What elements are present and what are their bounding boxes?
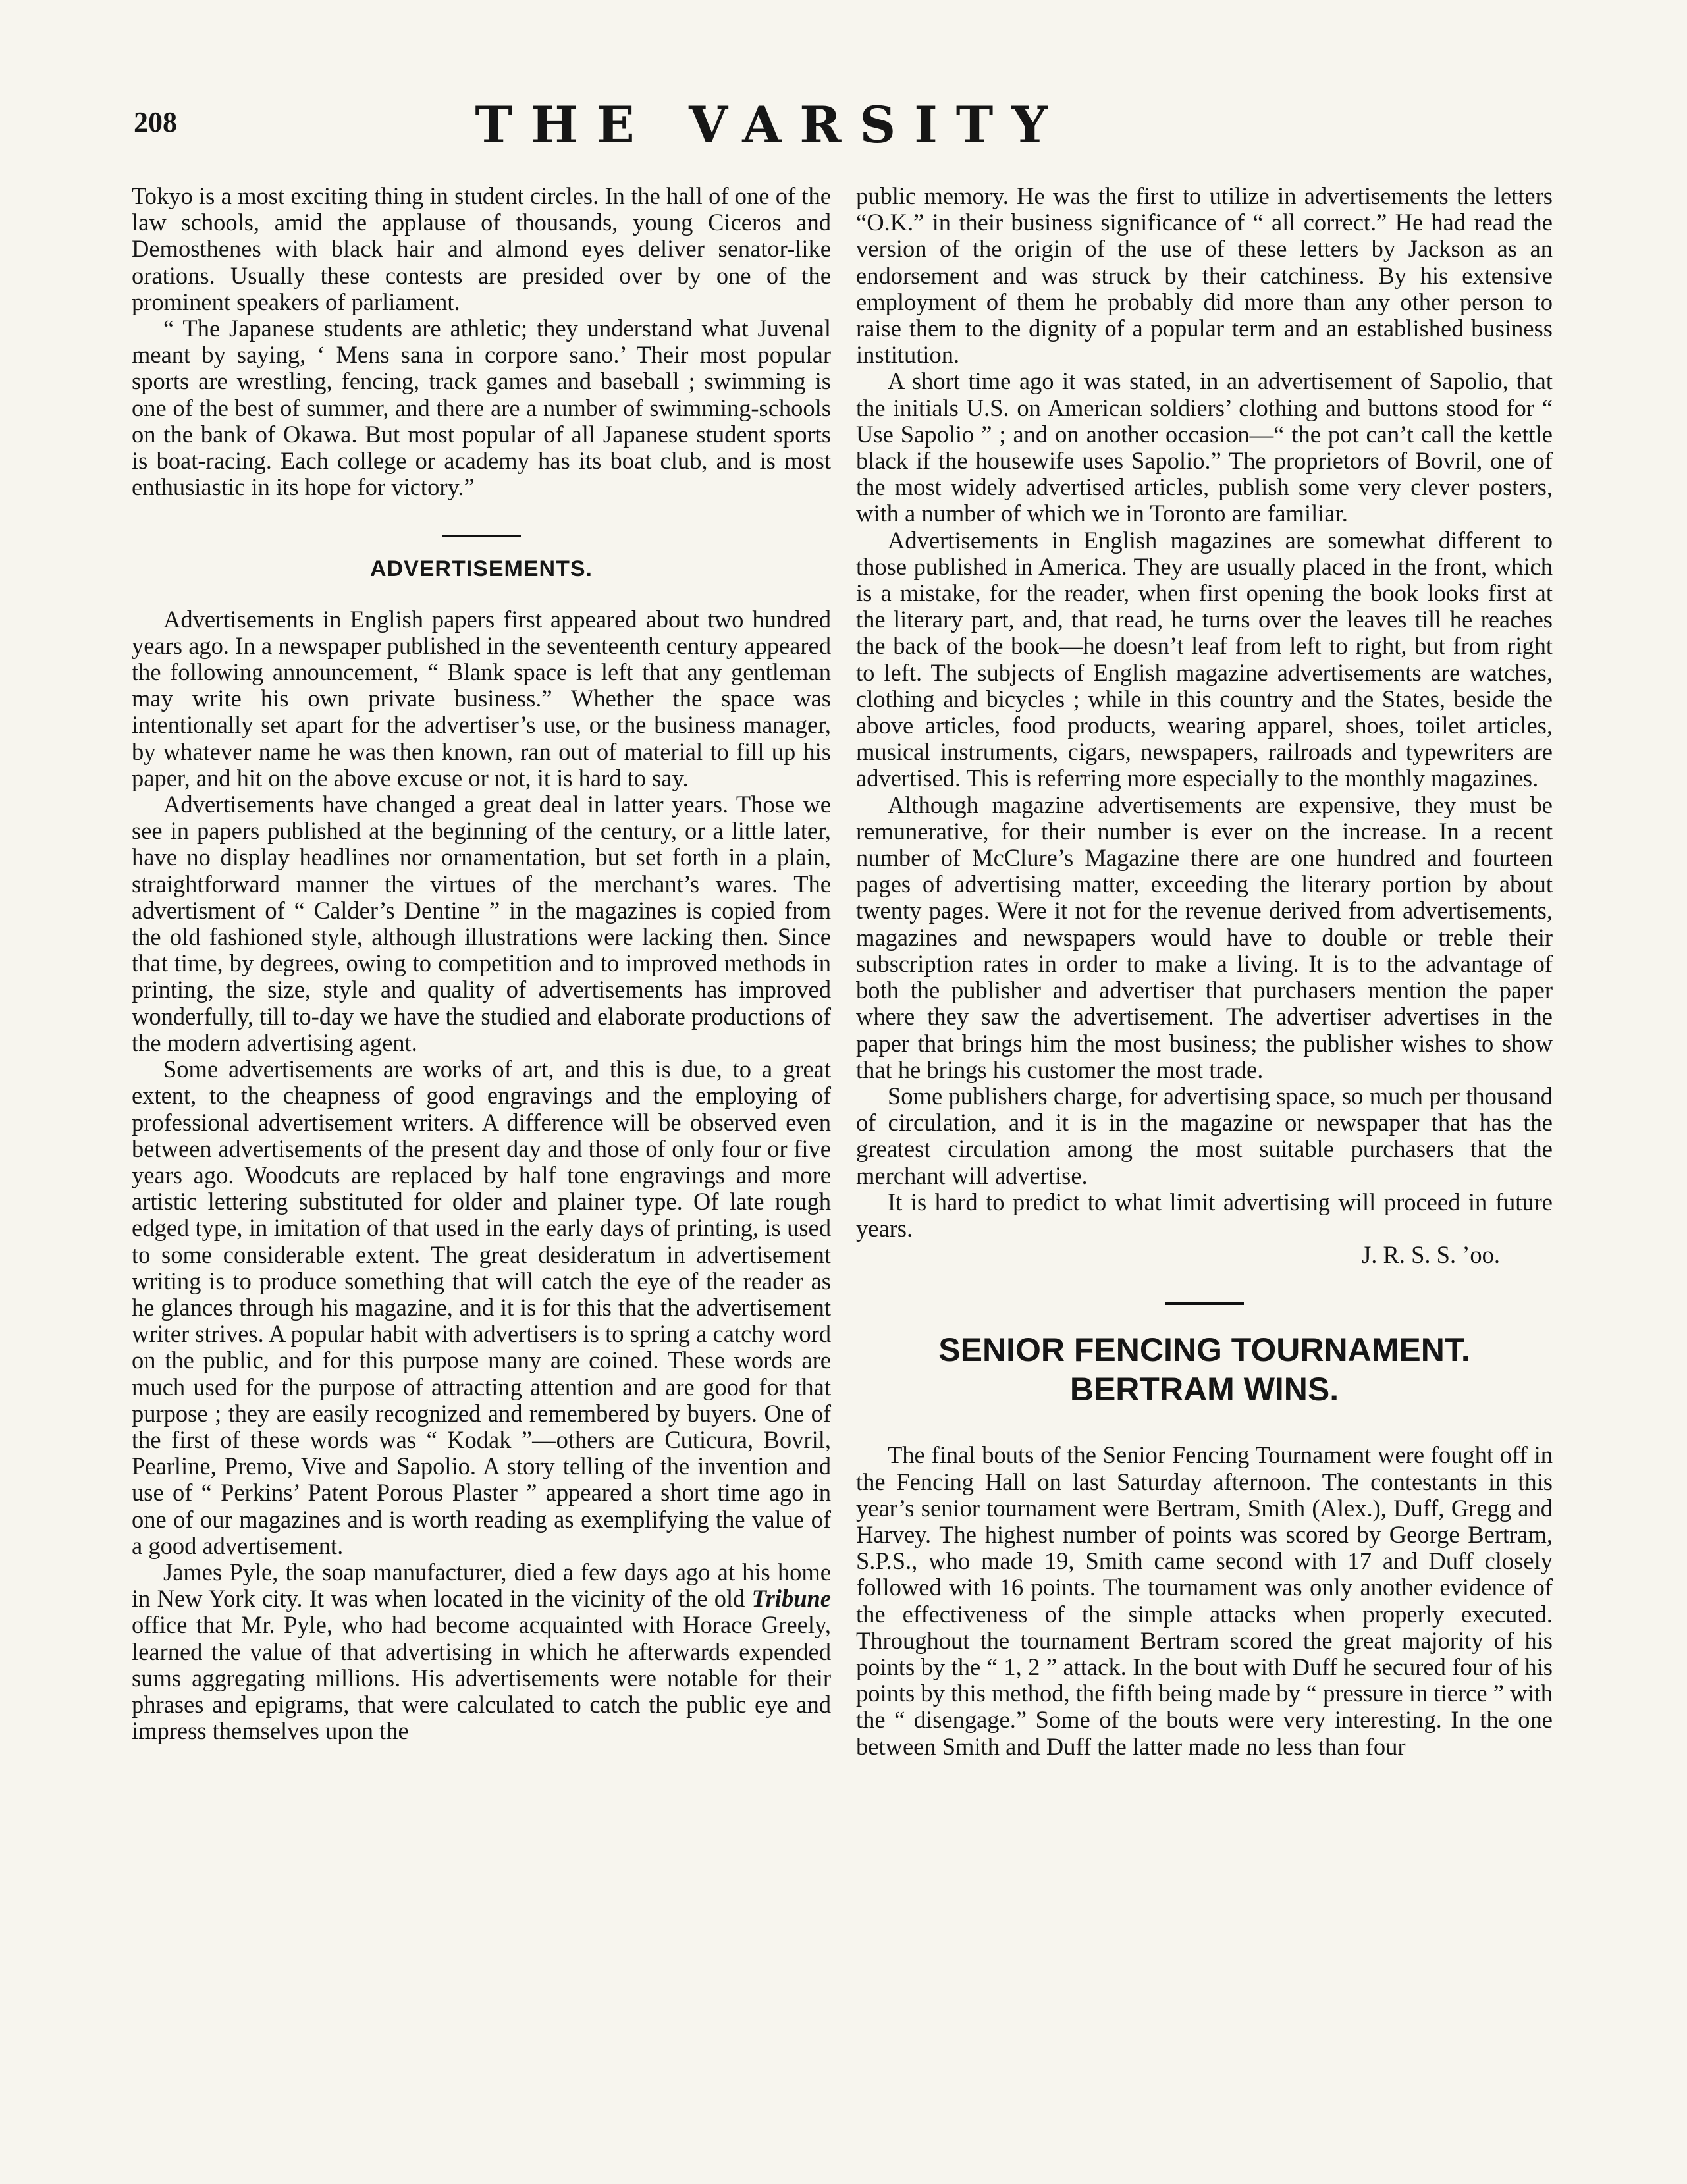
intro-paragraph: “ The Japanese students are athletic; they understand what Juvenal meant by saying, ‘ Mens sana in corpore sano.’ Their most popular sports are wrestling, fencing, track games and baseball ; swimming is one of the best of summer, and there are a number of swimming-schools on the bank of Okawa. But most popular of all Japanese student sports is boat-racing. Each college or academy has its boat club, and is most enthusiastic in its hope for victory.” (132, 315, 831, 501)
fencing-heading-line1: SENIOR FENCING TOURNAMENT. (938, 1331, 1470, 1369)
advertisements-paragraph: Some publishers charge, for advertising space, so much per thousand of circulation, and it is in the magazine or newspaper that has the greatest circulation among the most suitable purchasers that the merchant will advertise. (856, 1082, 1553, 1189)
advertisements-paragraph: Although magazine advertisements are expensive, they must be remunerative, for their number is ever on the increase. In a recent number of McClure’s Magazine there are one hundred and fourteen pages of advertising matter, exceeding the literary portion by about twenty pages. Were it not for the revenue derived from advertisements, magazines and newspapers would have to double or treble their subscription rates in order to make a living. It is to the advantage of both the publisher and advertiser that purchasers mention the paper where they saw the advertisement. The advertiser advertises in the paper that brings him the most business; the publisher wishes to show that he brings his customer the most trade. (856, 791, 1553, 1083)
author-signature: J. R. S. S. ’oo. (1362, 1241, 1500, 1269)
page-number: 208 (134, 106, 177, 138)
right-column (856, 183, 1553, 1760)
advertisements-paragraph: Advertisements have changed a great deal in latter years. Those we see in papers published at the beginning of the century, or a little later, have no display headlines nor ornamentation, but set forth in a plain, straightforward manner the virtues of the merchant’s wares. The advertisment of “ Calder’s Dentine ” in the magazines is copied from the old fashioned style, although illustrations were lacking then. Since that time, by degrees, owing to competition and to improved methods in printing, the size, style and quality of advertisements has improved wonderfully, till to-day we have the studied and elaborate productions of the modern advertising agent. (132, 791, 831, 1056)
fencing-heading (856, 1330, 1553, 1409)
pyle-text-start: James Pyle, the soap manufacturer, died a few days ago at his home in New York city. It was when located in the vicinity of the old (132, 1558, 831, 1612)
advertisements-paragraph: Some advertisements are works of art, and this is due, to a great extent, to the cheapness of good engravings and the employing of professional advertisement writers. A difference will be observed even between advertisements of the present day and those of only four or five years ago. Woodcuts are replaced by half tone engravings and more artistic lettering substituted for older and plainer type. Of late rough edged type, in imitation of that used in the early days of printing, is used to some considerable extent. The great desideratum in advertisement writing is to produce something that will catch the eye of the reader as he glances through his magazine, and it is for this that the advertisement writer strives. A popular habit with advertisers is to spring a catchy word on the public, and for this purpose many are coined. These words are much used for the purpose of attracting attention and are good for that purpose ; they are easily recognized and remembered by buyers. One of the first of these words was “ Kodak ”—others are Cuticura, Bovril, Pearline, Premo, Vive and Sapolio. A story telling of the invention and use of “ Perkins’ Patent Porous Plaster ” appeared a short time ago in one of our magazines and is worth reading as exemplifying the value of a good advertisement. (132, 1055, 831, 1559)
advertisements-paragraph: It is hard to predict to what limit advertising will proceed in future years. (856, 1188, 1553, 1242)
advertisements-heading: ADVERTISEMENTS. (369, 556, 593, 582)
section-divider (1165, 1302, 1244, 1305)
masthead-title: THE VARSITY (475, 95, 1066, 154)
left-column (132, 183, 831, 1744)
fencing-heading-line2: BERTRAM WINS. (1069, 1371, 1339, 1408)
intro-paragraph: Tokyo is a most exciting thing in student circles. In the hall of one of the law schools, amid the applause of thousands, young Ciceros and Demosthenes with black hair and almond eyes deliver senator-like orations. Usually these contests are presided over by one of the prominent speakers of parliament. (132, 182, 831, 315)
advertisements-paragraph: A short time ago it was stated, in an advertisement of Sapolio, that the initials U.S. on American soldiers’ clothing and buttons stood for “ Use Sapolio ” ; and on another occasion—“ the pot can’t call the kettle black if the housewife uses Sapolio.” The proprietors of Bovril, one of the most widely advertised articles, publish some very clever posters, with a number of which we in Toronto are familiar. (856, 367, 1553, 527)
pyle-paragraph (132, 1559, 831, 1744)
advertisements-paragraph: Advertisements in English papers first appeared about two hundred years ago. In a newspaper published in the seventeenth century appeared the following announcement, “ Blank space is left that any gentleman may write his own private business.” Whether the space was intentionally set apart for the advertiser’s use, or the business manager, by whatever name he was then known, ran out of material to fill up his paper, and hit on the above excuse or not, it is hard to say. (132, 605, 831, 791)
pyle-text-end: office that Mr. Pyle, who had become acquainted with Horace Greely, learned the value of that advertising in which he afterwards expended sums aggregating millions. His advertisements were notable for their phrases and epigrams, that were calculated to catch the public eye and impress themselves upon the (132, 1611, 831, 1745)
continuation-paragraph: public memory. He was the first to utilize in advertisements the letters “O.K.” in their business significance of “ all correct.” He had read the version of the origin of the use of these letters by Jackson as an endorsement and was struck by their catchiness. By his extensive employment of them he probably did more than any other person to raise them to the dignity of a popular term and an established business institution. (856, 182, 1553, 369)
tribune-italic: Tribune (751, 1585, 831, 1612)
section-divider (442, 535, 521, 537)
fencing-paragraph: The final bouts of the Senior Fencing Tournament were fought off in the Fencing Hall on last Saturday afternoon. The contestants in this year’s senior tournament were Bertram, Smith (Alex.), Duff, Gregg and Harvey. The highest number of points was scored by George Bertram, S.P.S., who made 19, Smith came second with 17 and Duff closely followed with 16 points. The tournament was only another evidence of the effectiveness of the simple attacks when properly executed. Throughout the tournament Bertram scored the great majority of his points by the “ 1, 2 ” attack. In the bout with Duff he secured four of his points by this method, the fifth being made by “ pressure in tierce ” with the “ disengage.” Some of the bouts were very interesting. In the one between Smith and Duff the latter made no less than four (856, 1441, 1553, 1760)
advertisements-paragraph: Advertisements in English magazines are somewhat different to those published in America. They are usually placed in the front, which is a mistake, for the reader, when first opening the book looks first at the literary part, and, that read, he turns over the leaves till he reaches the back of the book—he doesn’t leaf from left to right, but from right to left. The subjects of English magazine advertisements are watches, clothing and bicycles ; while in this country and the States, beside the above articles, food products, wearing apparel, shoes, toilet articles, musical instruments, cigars, newspapers, railroads and typewriters are advertised. This is referring more especially to the monthly magazines. (856, 526, 1553, 792)
